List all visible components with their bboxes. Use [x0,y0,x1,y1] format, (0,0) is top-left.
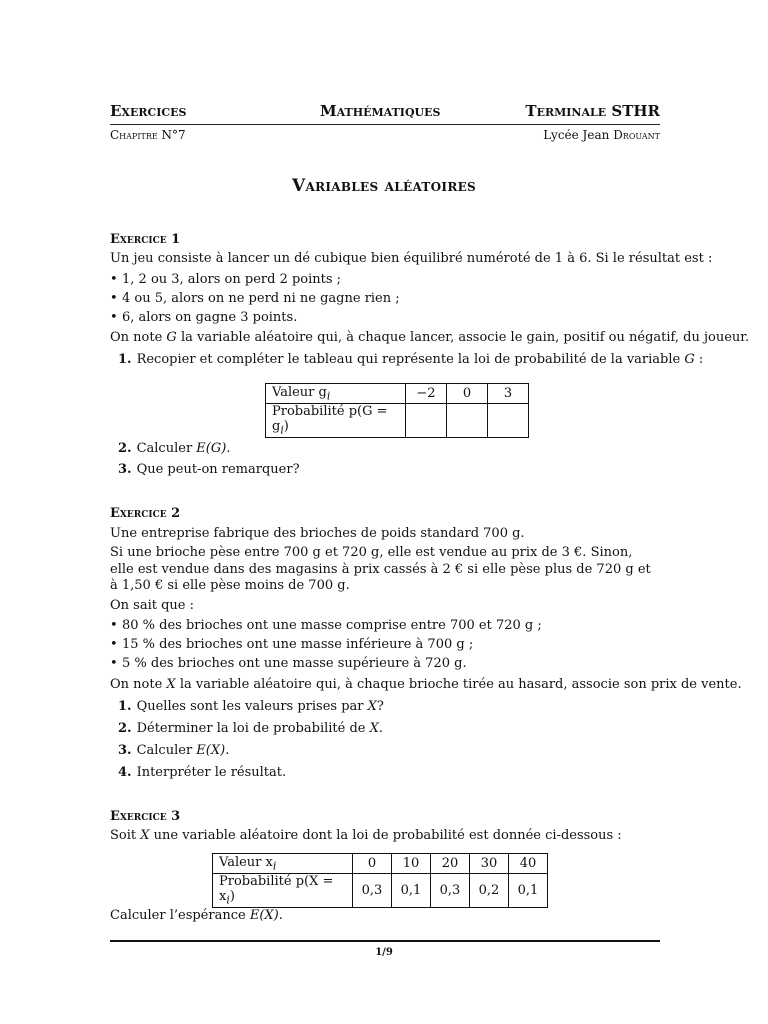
bullet-text: 5 % des brioches ont une masse supérieure à 720 g. [122,656,467,671]
footer-rule [110,940,660,942]
table-cell-empty[interactable] [488,404,529,438]
header-rule [110,124,660,125]
exercise-1-heading: Exercice 1 [110,232,181,247]
probability-table-g [265,383,529,438]
probability-table-x [212,853,548,908]
exercise-1-question-3: 3. Que peut-on remarquer? [118,462,300,477]
exercise-2-question-1: 1. Quelles sont les valeurs prises par X? [118,699,384,714]
table-cell: 10 [392,854,431,874]
exercise-2-heading: Exercice 2 [110,506,181,521]
table-cell: 0,3 [353,874,392,908]
exercise-1-bullet: • 6, alors on gagne 3 points. [110,310,298,325]
table-cell: 0,3 [431,874,470,908]
table-cell-empty[interactable] [447,404,488,438]
header-right-text: Terminale STHR [525,102,660,120]
exercise-3-intro: Soit X une variable aléatoire dont la loi de probabilité est donnée ci-dessous : [110,828,622,843]
table-cell: 0 [353,854,392,874]
school-surname: Drouant [613,128,660,142]
bullet-text: 6, alors on gagne 3 points. [122,310,298,325]
exercise-1-note: On note G la variable aléatoire qui, à chaque lancer, associe le gain, positif ou négatif, du joueur. [110,330,750,345]
bullet-text: 1, 2 ou 3, alors on perd 2 points ; [122,272,342,287]
header-right [525,102,660,120]
table-cell: 0,1 [392,874,431,908]
exercise-1-intro: Un jeu consiste à lancer un dé cubique bien équilibré numéroté de 1 à 6. Si le résultat est : [110,251,713,266]
page-number: 1/9 [375,947,393,958]
table-cell: 0,1 [509,874,548,908]
exercise-1-question-1: 1. Recopier et compléter le tableau qui représente la loi de probabilité de la variable G : [118,352,704,367]
table-row-label: Probabilité $p(X = x_i)$ [213,874,353,908]
bullet-text: 80 % des brioches ont une masse comprise entre 700 et 720 g ; [122,618,542,633]
exercise-1-question-2: 2. Calculer E(G). [118,441,231,456]
table-cell: 0 [447,384,488,404]
table-cell: 20 [431,854,470,874]
table-cell-empty[interactable] [406,404,447,438]
table-cell: 30 [470,854,509,874]
exercise-2-note: On note X la variable aléatoire qui, à chaque brioche tirée au hasard, associe son prix de vente. [110,677,742,692]
table-cell: 3 [488,384,529,404]
page-title: Variables aléatoires [291,176,477,196]
chapter-label: Chapitre N°7 [110,128,186,142]
table-cell: −2 [406,384,447,404]
exercise-2-question-4: 4. Interpréter le résultat. [118,765,287,780]
exercise-2-bullet: • 5 % des brioches ont une masse supérieure à 720 g. [110,656,467,671]
school-name [543,128,660,142]
table-cell: 0,2 [470,874,509,908]
header-left: Exercices [110,102,187,120]
table-row-label: Probabilité $p(G = g_i)$ [266,404,406,438]
bullet-text: 4 ou 5, alors on ne perd ni ne gagne rien ; [122,291,400,306]
exercise-2-paragraph: Une entreprise fabrique des brioches de poids standard 700 g. [110,526,525,541]
exercise-1-bullet: • 4 ou 5, alors on ne perd ni ne gagne rien ; [110,291,400,306]
school-prefix: Lycée Jean [543,128,610,142]
table-row-label: Valeur $g_i$ [266,384,406,404]
table-row-label: Valeur $x_i$ [213,854,353,874]
exercise-2-paragraph: On sait que : [110,598,194,613]
bullet-text: 15 % des brioches ont une masse inférieure à 700 g ; [122,637,474,652]
header-center: Mathématiques [320,102,441,120]
exercise-2-question-3: 3. Calculer E(X). [118,743,230,758]
exercise-2-bullet: • 80 % des brioches ont une masse comprise entre 700 et 720 g ; [110,618,542,633]
exercise-2-paragraph: Si une brioche pèse entre 700 g et 720 g, elle est vendue au prix de 3 €. Sinon, elle est vendue dans des magasins à prix cassés à 2 € si elle pèse plus de 720 g et à 1,50 € si elle pèse moins de 700 g. [110,545,651,593]
exercise-2-bullet: • 15 % des brioches ont une masse inférieure à 700 g ; [110,637,474,652]
exercise-3-calc: Calculer l’espérance E(X). [110,908,283,923]
exercise-1-bullet: • 1, 2 ou 3, alors on perd 2 points ; [110,272,342,287]
exercise-2-question-2: 2. Déterminer la loi de probabilité de X. [118,721,384,736]
table-cell: 40 [509,854,548,874]
exercise-3-heading: Exercice 3 [110,809,181,824]
